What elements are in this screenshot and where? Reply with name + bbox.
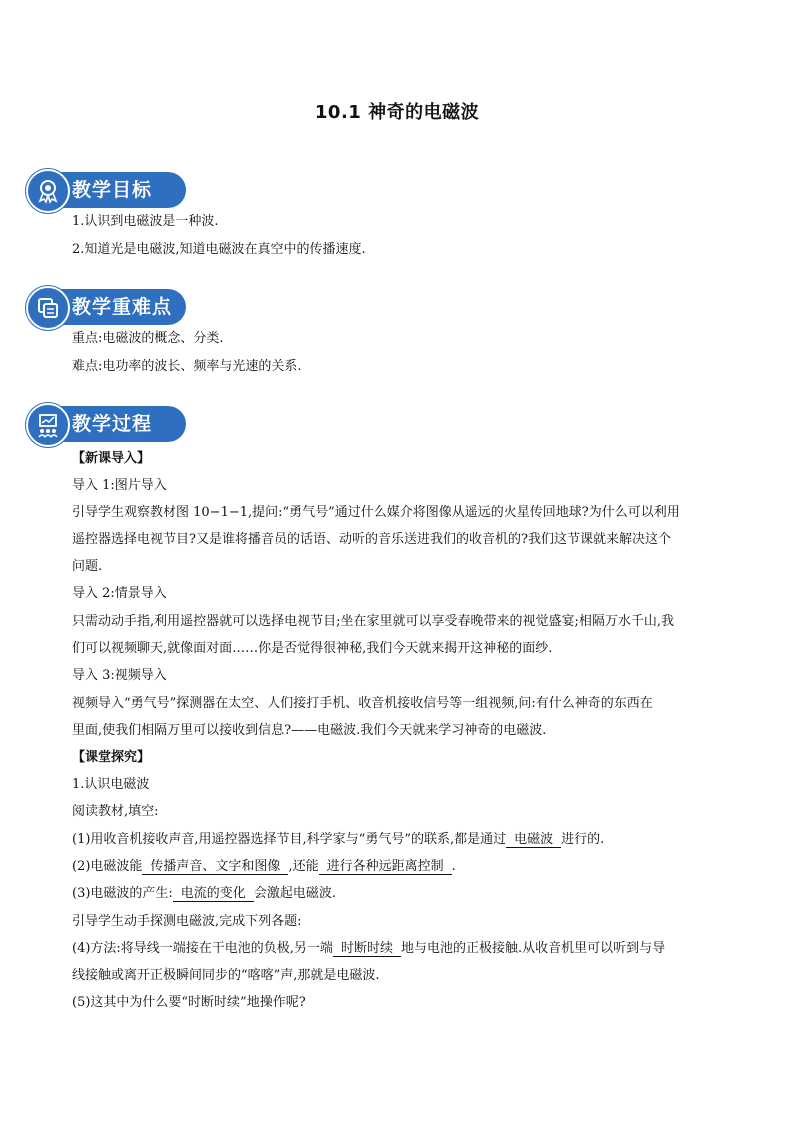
question-4-line-2: 线接触或离开正极瞬间同步的“喀喀”声,那就是电磁波.	[72, 968, 380, 983]
q1-text-before: (1)用收音机接收声音,用遥控器选择节目,科学家与“勇气号”的联系,都是通过	[72, 832, 507, 847]
stacked-documents-icon	[26, 286, 70, 330]
import1-label: 导入 1:图片导入	[72, 478, 167, 493]
explore-label: 【课堂探究】	[72, 750, 151, 765]
section-banner-goals	[26, 169, 186, 209]
q2-answer-blank-1: 传播声音、文字和图像	[142, 859, 288, 875]
import1-line-3: 问题.	[72, 559, 103, 574]
q4-text-before: (4)方法:将导线一端接在干电池的负极,另一端	[72, 941, 333, 956]
q2-answer-blank-2: 进行各种远距离控制	[319, 859, 452, 875]
q2-text-mid: ,还能	[288, 859, 319, 874]
import3-line-2: 里面,使我们相隔万里可以接收到信息?——电磁波.我们今天就来学习神奇的电磁波.	[72, 723, 547, 738]
import1-line-1: 引导学生观察教材图 10−1−1,提问:“勇气号”通过什么媒介将图像从遥远的火星传回地球?为什么可以利用	[72, 505, 680, 520]
q4-answer-blank: 时断时续	[333, 941, 401, 957]
import2-line-1: 只需动动手指,利用遥控器就可以选择电视节目;坐在家里就可以享受春晚带来的视觉盛宴;相隔万水千山,我	[72, 614, 675, 629]
award-ribbon-icon	[26, 169, 70, 213]
question-3	[72, 885, 336, 903]
presentation-board-icon	[26, 403, 70, 447]
q2-text-before: (2)电磁波能	[72, 859, 143, 874]
import3-label: 导入 3:视频导入	[72, 668, 167, 683]
q3-text-before: (3)电磁波的产生:	[72, 886, 173, 901]
read-instruction: 阅读教材,填空:	[72, 804, 159, 819]
topic1-heading: 1.认识电磁波	[72, 777, 150, 792]
section-heading-goals: 教学目标	[72, 179, 153, 201]
import3-line-1: 视频导入“勇气号”探测器在太空、人们接打手机、收音机接收信号等一组视频,问:有什么神奇的东西在	[72, 696, 653, 711]
section-heading-process: 教学过程	[72, 413, 153, 435]
keypoint-line-1: 重点:电磁波的概念、分类.	[72, 331, 224, 346]
question-5: (5)这其中为什么要“时断时续”地操作呢?	[72, 995, 306, 1010]
import1-line-2: 遥控器选择电视节目?又是谁将播音员的话语、动听的音乐送进我们的收音机的?我们这节课就来解决这个	[72, 532, 671, 547]
question-2	[72, 858, 456, 876]
import2-line-2: 们可以视频聊天,就像面对面……你是否觉得很神秘,我们今天就来揭开这神秘的面纱.	[72, 641, 553, 656]
section-banner-keypoints	[26, 286, 186, 326]
q1-text-after: 进行的.	[561, 832, 605, 847]
goal-line-1: 1.认识到电磁波是一种波.	[72, 214, 219, 229]
q1-answer-blank: 电磁波	[506, 832, 561, 848]
import2-label: 导入 2:情景导入	[72, 586, 167, 601]
page-title: 10.1 神奇的电磁波	[314, 102, 480, 123]
q3-answer-blank: 电流的变化	[173, 886, 254, 902]
question-4	[72, 940, 665, 958]
q2-text-after: .	[451, 859, 456, 874]
section-heading-keypoints: 教学重难点	[72, 296, 173, 318]
keypoint-line-2: 难点:电功率的波长、频率与光速的关系.	[72, 359, 302, 374]
q4-text-after: 地与电池的正极接触.从收音机里可以听到与导	[400, 941, 666, 956]
section-banner-process	[26, 403, 186, 443]
guide-line: 引导学生动手探测电磁波,完成下列各题:	[72, 914, 302, 929]
new-lesson-label: 【新课导入】	[72, 451, 151, 466]
q3-text-after: 会激起电磁波.	[253, 886, 336, 901]
question-1	[72, 831, 604, 849]
goal-line-2: 2.知道光是电磁波,知道电磁波在真空中的传播速度.	[72, 242, 366, 257]
